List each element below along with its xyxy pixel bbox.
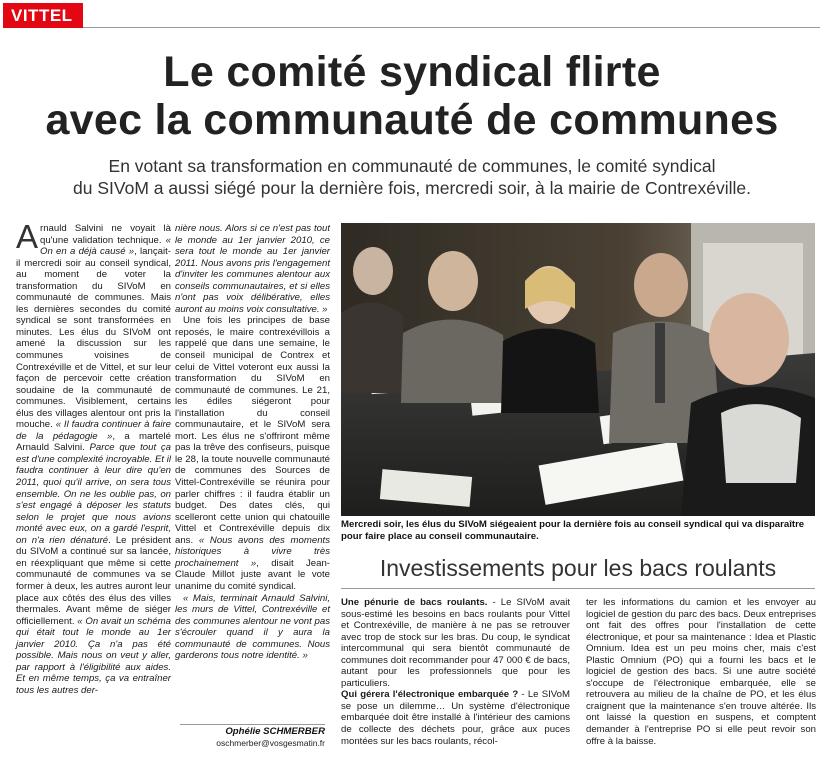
col1-text: rnauld Salvini ne voyait là qu'une validation technique. (40, 223, 171, 246)
drop-cap: A (16, 218, 39, 255)
sidebar-column-2 (586, 597, 816, 747)
author-email[interactable]: oschmerber@vosgesmatin.fr (216, 738, 325, 748)
col2-quote-6: « Nous avons des moments historiques à vivre très prochainement » (175, 534, 330, 569)
paragraph-electronique: - Le SIVoM se pose un dilemme… Un système d'électronique embarquée doit être installé à l'intérieur des camions de collecte des déchets pour, grâce aux puces montées sur les bacs roulants, récol- (341, 689, 570, 747)
col1-text-2: , lançait-il mercredi soir au conseil syndical, au moment de voter la transformation du SIVoM en communauté de communes. Mais les dernières secondes du comité syndical se sont transformées en minutes. Les élus du SIVoM ont amené la discussion sur les communes voisines de Contrexéville et de Vittel, et sur leur façon de percevoir cette création soudaine de la communauté de communes. Visiblement, certains élus des villages alentour ont pris la mouche. (16, 246, 171, 431)
col1-text-3: , a martelé Arnauld Salvini. (16, 430, 171, 454)
headline-line-2: avec la communauté de communes (45, 96, 779, 144)
sidebar-column-1 (341, 597, 570, 747)
col1-text-4: . Le président du SIVoM a continué sur sa lancée, en réexpliquant que même si cette communauté de communes va se former à deux, les autres auront leur place aux côtés des élus des villes thermales. Avant même de siéger officiellement. (16, 534, 171, 627)
col2-paragraph-3: , disait Jean-Claude Millot juste avant le vote unanime du comité syndical. (175, 557, 330, 592)
col2-quote-7: « Mais, terminait Arnauld Salvini, les murs de Vittel, Contrexéville et des communes alentour ne vont pas s'écrouler quand il y aura la communauté de communes. Nous garderons tous notre identité. » (175, 592, 330, 662)
col2-paragraph-2: Une fois les principes de base reposés, le maire contrexévillois a rappelé que dans une semaine, le conseil municipal de Contrex et celui de Vittel voteront eux aussi la transformation du SIVoM en communauté de communes. Le 21, les édiles siégeront pour l'installation du conseil communautaire, et le SIVoM sera mort. Les élus ne s'offriront même pas la trêve des confiseurs, puisque le 28, la toute nouvelle communauté de communes des Sources de Vittel-Contrexéville se réunira pour parler chiffres : il faudra établir un budget. Des dates clés, qui scelleront cette union qui chatouille Vittel et Contrexéville depuis dix ans. (175, 315, 330, 546)
author-signature: Ophélie SCHMERBER (180, 724, 325, 737)
col1-quote-4: « On avait un schéma qui était tout le monde au 1er janvier 2010. Ça n'a pas été possible. Mais nous on veut y aller, par rapport à l'éligibilité aux aides. Et en même temps, ça va entraîner tous les autres der- (16, 615, 172, 696)
section-rubric: VITTEL (3, 3, 83, 28)
col1-quote-2: « Il faudra continuer à faire de la pédagogie » (16, 419, 171, 442)
article-column-1 (16, 218, 172, 696)
kicker-bacs: Une pénurie de bacs roulants. (341, 597, 488, 608)
paragraph-bacs: - Le SIVoM avait sous-estimé les besoins en bacs roulants pour Vittel et Contrexéville, de manière à ne pas se retrouver avec trop de stock sur les bras. Du coup, le syndicat intercommunal qui sera bientôt communauté de communes doit recommander pour 47 000 € de bacs, autant pour les professionnels que pour les particuliers. (341, 597, 570, 689)
paragraph-electronique-cont: ter les informations du camion et les envoyer au logiciel de gestion du parc des bacs. Deux entreprises ont fait des offres pour l'installation de cette électronique, et pour sa maintenance : Idea et Plastic Omnium. Idea est un peu moins cher, mais c'est Plastic Omnium (PO) qui a fourni les bacs et le logiciel de gestion des bacs. Si une autre société s'occupe de l'électronique embarquée, elle se retrouvera au milieu de la chaîne de PO, et les élus craignent que la maintenance s'en trouve altérée. Ils ont laissé la question en suspens, et comptent demander à l'entreprise PO si elle peut revoir son offre à la baisse. (586, 597, 816, 747)
lead-line-2: du SIVoM a aussi siégé pour la dernière fois, mercredi soir, à la mairie de Contrexéville. (73, 178, 751, 198)
subhead-divider (341, 588, 815, 589)
rubric-divider (83, 27, 820, 28)
subhead: Investissements pour les bacs roulants (379, 555, 777, 581)
meeting-photo (341, 223, 815, 516)
col2-quote-5: nière nous. Alors si ce n'est pas tout le monde au 1er janvier 2010, ce sera tout le monde au 1er janvier 2011. Nous avons pris l'engagement d'inviter les communes alentour aux conseils communautaires, et si elles n'ont pas voix délibérative, elles auront au moins voix consultative. » (175, 223, 330, 315)
meeting-photo-illustration (341, 223, 815, 516)
article-column-2 (175, 223, 330, 662)
col1-quote-1: « On en a déjà causé » (40, 234, 171, 258)
lead-line-1: En votant sa transformation en communauté de communes, le comité syndical (108, 156, 716, 176)
photo-caption: Mercredi soir, les élus du SIVoM siégeaient pour la dernière fois au conseil syndical qui va disparaître pour faire place au conseil communautaire. (341, 519, 805, 542)
kicker-electronique: Qui gérera l'électronique embarquée ? (341, 689, 519, 701)
headline-line-1: Le comité syndical flirte (163, 48, 661, 96)
col1-quote-3: Parce que tout ça est d'une complexité incroyable. Et il faudra continuer à leur dire qu'en 2011, quoi qu'il arrive, on sera tous ensemble. On ne les oublie pas, on s'est engagé à déposer les statuts selon le projet que nous avions monté avec eux, on a gardé l'esprit, on n'a rien dénaturé (16, 442, 172, 546)
